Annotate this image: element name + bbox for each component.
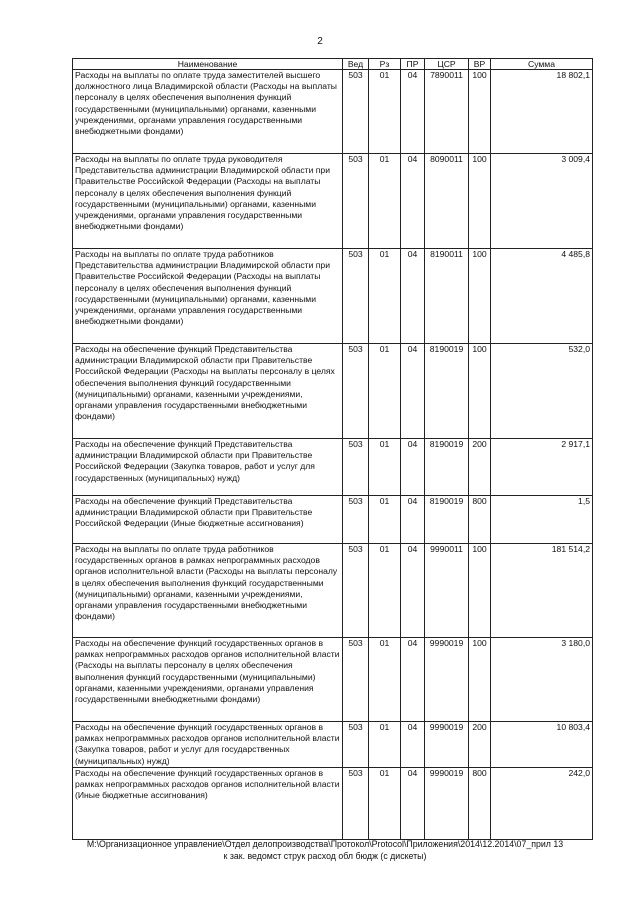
table-row (73, 154, 593, 249)
row-vr: 800 (469, 768, 491, 840)
row-sum: 2 917,1 (491, 439, 593, 496)
row-rz: 01 (369, 70, 401, 154)
row-rz: 01 (369, 439, 401, 496)
row-vr: 800 (469, 496, 491, 544)
row-vr: 100 (469, 154, 491, 249)
row-name: Расходы на обеспечение функций государственных органов в рамках непрограммных расходов органов исполнительной власти (Иные бюджетные ассигнования) (73, 768, 343, 840)
row-name: Расходы на выплаты по оплате труда работников Представительства администрации Владимирской области при Правительстве Российской Федерации (Расходы на выплаты персоналу в целях обеспечения выполнения функций государственными (муниципальными) органами, казенными учреждениями, органами управления государственными внебюджетными фондами) (73, 249, 343, 344)
row-sum: 181 514,2 (491, 544, 593, 638)
row-sum: 242,0 (491, 768, 593, 840)
header-name: Наименование (73, 59, 343, 70)
row-ved: 503 (343, 344, 369, 439)
row-pr: 04 (401, 768, 425, 840)
row-name: Расходы на выплаты по оплате труда заместителей высшего должностного лица Владимирской области (Расходы на выплаты персоналу в целях обеспечения выполнения функций государственными (муниципальными) органами, казенными учреждениями, органами управления государственными внебюджетными фондами) (73, 70, 343, 154)
row-rz: 01 (369, 154, 401, 249)
table-row (73, 496, 593, 544)
footer-line-2: к зак. ведомст струк расход обл бюдж (с дискеты) (223, 851, 427, 861)
footer-line-1: М:\Организационное управление\Отдел делопроизводства\Протокол\Protocol\Приложения\2014\12.2014\07_прил 13 (86, 839, 564, 849)
row-name: Расходы на обеспечение функций государственных органов в рамках непрограммных расходов органов исполнительной власти (Расходы на выплаты персоналу в целях обеспечения выполнения функций государственными (муниципальными) органами, казенными учреждениями, органами управления государственными внебюджетными фондами) (73, 638, 343, 722)
row-ved: 503 (343, 544, 369, 638)
page-number: 2 (317, 36, 323, 47)
row-name: Расходы на обеспечение функций Представительства администрации Владимирской области при Правительстве Российской Федерации (Иные бюджетные ассигнования) (73, 496, 343, 544)
row-ved: 503 (343, 439, 369, 496)
row-vr: 200 (469, 439, 491, 496)
row-ved: 503 (343, 249, 369, 344)
row-pr: 04 (401, 638, 425, 722)
header-vr: ВР (469, 59, 491, 70)
row-sum: 532,0 (491, 344, 593, 439)
row-rz: 01 (369, 722, 401, 768)
row-csr: 7890011 (425, 70, 469, 154)
row-csr: 9990019 (425, 638, 469, 722)
row-ved: 503 (343, 722, 369, 768)
row-pr: 04 (401, 439, 425, 496)
row-pr: 04 (401, 70, 425, 154)
row-csr: 8190019 (425, 439, 469, 496)
table-row (73, 544, 593, 638)
row-vr: 100 (469, 70, 491, 154)
row-rz: 01 (369, 544, 401, 638)
header-sum: Сумма (491, 59, 593, 70)
row-vr: 100 (469, 344, 491, 439)
row-csr: 9990019 (425, 722, 469, 768)
table-row (73, 344, 593, 439)
row-csr: 9990011 (425, 544, 469, 638)
row-pr: 04 (401, 249, 425, 344)
budget-table (72, 58, 593, 840)
row-ved: 503 (343, 70, 369, 154)
row-name: Расходы на обеспечение функций Представительства администрации Владимирской области при Правительстве Российской Федерации (Закупка товаров, работ и услуг для государственных (муниципальных) нужд) (73, 439, 343, 496)
row-sum: 3 180,0 (491, 638, 593, 722)
row-csr: 8190019 (425, 344, 469, 439)
row-csr: 9990019 (425, 768, 469, 840)
row-rz: 01 (369, 344, 401, 439)
row-rz: 01 (369, 638, 401, 722)
header-pr: ПР (401, 59, 425, 70)
row-rz: 01 (369, 496, 401, 544)
table-row (73, 768, 593, 840)
row-pr: 04 (401, 496, 425, 544)
row-ved: 503 (343, 154, 369, 249)
row-sum: 18 802,1 (491, 70, 593, 154)
row-pr: 04 (401, 544, 425, 638)
row-name: Расходы на обеспечение функций Представительства администрации Владимирской области при Правительстве Российской Федерации (Расходы на выплаты персоналу в целях обеспечения выполнения функций государственными (муниципальными) органами, казенными учреждениями, органами управления государственными внебюджетными фондами) (73, 344, 343, 439)
row-vr: 100 (469, 544, 491, 638)
row-pr: 04 (401, 344, 425, 439)
row-name: Расходы на выплаты по оплате труда работников государственных органов в рамках непрограммных расходов органов исполнительной власти (Расходы на выплаты персоналу в целях обеспечения выполнения функций государственными (муниципальными) органами, казенными учреждениями, органами управления государственными внебюджетными фондами) (73, 544, 343, 638)
row-vr: 200 (469, 722, 491, 768)
row-vr: 100 (469, 249, 491, 344)
file-path-footer (40, 838, 610, 862)
row-sum: 1,5 (491, 496, 593, 544)
row-sum: 10 803,4 (491, 722, 593, 768)
table-row (73, 638, 593, 722)
row-name: Расходы на обеспечение функций государственных органов в рамках непрограммных расходов органов исполнительной власти (Закупка товаров, работ и услуг для государственных (муниципальных) нужд) (73, 722, 343, 768)
row-sum: 4 485,8 (491, 249, 593, 344)
row-ved: 503 (343, 768, 369, 840)
table-row (73, 722, 593, 768)
row-sum: 3 009,4 (491, 154, 593, 249)
table-header-row (73, 59, 593, 70)
row-vr: 100 (469, 638, 491, 722)
row-ved: 503 (343, 638, 369, 722)
table-row (73, 70, 593, 154)
header-rz: Рз (369, 59, 401, 70)
row-pr: 04 (401, 722, 425, 768)
row-pr: 04 (401, 154, 425, 249)
row-rz: 01 (369, 249, 401, 344)
row-csr: 8190019 (425, 496, 469, 544)
table-row (73, 249, 593, 344)
row-rz: 01 (369, 768, 401, 840)
row-csr: 8090011 (425, 154, 469, 249)
row-name: Расходы на выплаты по оплате труда руководителя Представительства администрации Владимирской области при Правительстве Российской Федерации (Расходы на выплаты персоналу в целях обеспечения выполнения функций государственными (муниципальными) органами, казенными учреждениями, органами управления государственными внебюджетными фондами) (73, 154, 343, 249)
table-row (73, 439, 593, 496)
row-ved: 503 (343, 496, 369, 544)
row-csr: 8190011 (425, 249, 469, 344)
header-csr: ЦСР (425, 59, 469, 70)
header-ved: Вед (343, 59, 369, 70)
